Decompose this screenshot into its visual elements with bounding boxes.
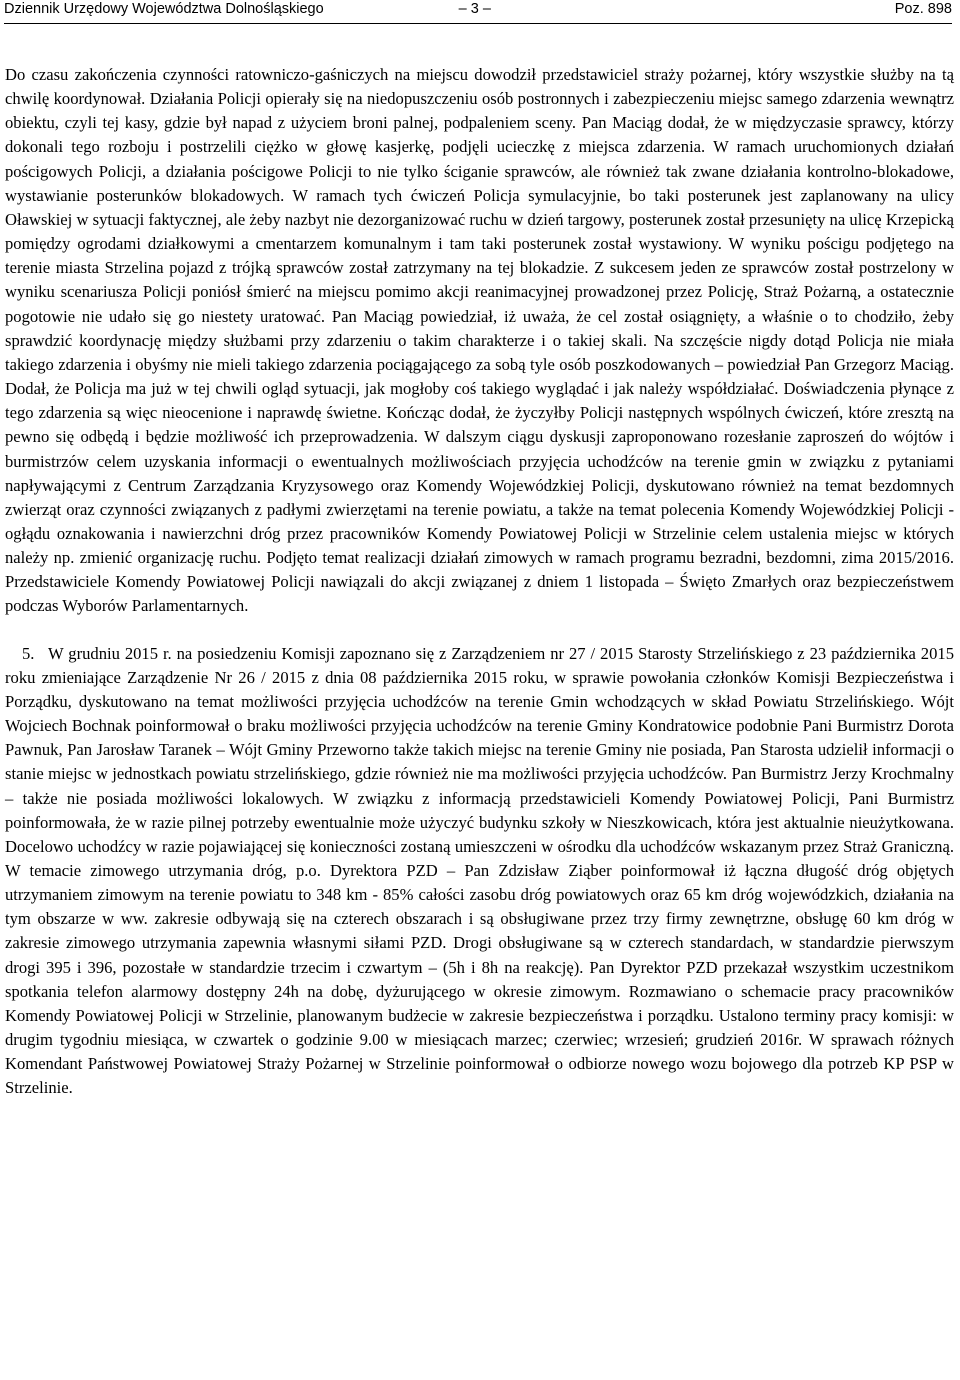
position-number: Poz. 898 [894,1,952,17]
document-body [5,63,954,1101]
item-text: W grudniu 2015 r. na posiedzeniu Komisji zapoznano się z Zarządzeniem nr 27 / 2015 Starosty Strzelińskiego z 23 października 2015 roku zmieniające Zarządzenie Nr 26 / 2015 z dnia 08 października 2015 roku, w sprawie powołania członków Komisji Bezpieczeństwa i Porządku, dyskutowano na temat możliwości przyjęcia uchodźców na terenie Gmin wchodzących w skład Powiatu Strzelińskiego. Wójt Wojciech Bochnak poinformował o braku możliwości przyjęcia uchodźców na terenie Gminy Kondratowice podobnie Pani Burmistrz Dorota Pawnuk, Pan Jarosław Taranek – Wójt Gminy Przeworno także takich miejsc na terenie Gminy nie posiada, Pan Starosta udzielił informacji o stanie miejsc w jednostkach powiatu strzelińskiego, gdzie również nie ma możliwości przyjęcia uchodźców. Pan Burmistrz Jerzy Krochmalny – także nie posiada możliwości lokalowych. W związku z informacją przedstawicieli Komendy Powiatowej Policji, Pani Burmistrz poinformowała, że w razie pilnej potrzeby ewentualnie może użyczyć budynku szkoły w Nieszkowicach, która jest aktualnie nieużytkowana. Docelowo uchodźcy w razie pojawiającej się konieczności zostaną umieszczeni w ośrodku dla uchodźców wskazanym przez Straż Graniczną. W temacie zimowego utrzymania dróg, p.o. Dyrektora PZD – Pan Zdzisław Ziąber poinformował iż łączna długość dróg objętych utrzymaniem zimowym na terenie powiatu to 348 km - 85% całości zasobu dróg powiatowych oraz 65 km dróg wojewódzkich, działania na tym obszarze w ww. zakresie odbywają się na czterech obszarach i są obsługiwane przez trzy firmy zewnętrzne, obsługę 60 km dróg w zakresie zimowego utrzymania zapewnia własnymi siłami PZD. Drogi obsługiwane są w czterech standardach, w standardzie pierwszym drogi 395 i 396, pozostałe w standardzie trzecim i czwartym – (5h i 8h na reakcję). Pan Dyrektor PZD przekazał wszystkim uczestnikom spotkania telefon alarmowy dostępny 24h na dobę, dyżurującego w okresie zimowym. Rozmawiano o schemacie pracy pracowników Komendy Powiatowej Policji w Strzelinie, planowanym budżecie w zakresie bezpieczeństwa i porządku. Ustalono terminy pracy komisji: w drugim tygodniu miesiąca, w czwartek o godzinie 9.00 w miesiącach marzec; czerwiec; wrzesień; grudzień 2016r. W sprawach różnych Komendant Państwowej Powiatowej Straży Pożarnej w Strzelinie poinformował o odbiorze nowego wozu bojowego dla potrzeb KP PSP w Strzelinie. [5,643,954,1098]
numbered-item-5 [5,642,954,1101]
paragraph: Do czasu zakończenia czynności ratowniczo-gaśniczych na miejscu dowodził przedstawiciel straży pożarnej, który wszystkie służby na tą chwilę koordynował. Działania Policji opierały się na niedopuszczeniu osób postronnych i zabezpieczeniu miejsc samego zdarzenia wewnątrz obiektu, czyli tej kasy, gdzie był napad z użyciem broni palnej, podpaleniem sceny. Pan Maciąg dodał, że w międzyczasie sprawcy, którzy dokonali tego rozboju i postrzelili ciężko w głowę kasjerkę, podjęli ucieczkę z miejsca zdarzenia. W ramach uruchomionych działań pościgowych Policji, a działania pościgowe Policji to nie tylko ściganie sprawców, ale również tak zwane działania kontrolno-blokadowe, wystawianie posterunków blokadowych. W ramach tych ćwiczeń Policja symulacyjnie, bo taki posterunek jest zaplanowany na ulicy Oławskiej w sytuacji faktycznej, ale żeby nazbyt nie dezorganizować ruchu w dzień targowy, posterunek został przesunięty na ulicę Krzepicką pomiędzy ogrodami działkowymi a cmentarzem komunalnym i tam taki posterunek został wystawiony. W wyniku pościgu podjętego na terenie miasta Strzelina pojazd z trójką sprawców został zatrzymany na tej blokadzie. Z sukcesem jeden ze sprawców został postrzelony w wyniku scenariusza Policji poniósł śmierć na miejscu pomimo akcji reanimacyjnej prowadzonej przez Policję, Straż Pożarną, a ostatecznie pogotowie nie udało się go niestety uratować. Pan Maciąg powiedział, iż uważa, że cel został osiągnięty, a właśnie o to chodziło, żeby sprawdzić koordynację między służbami przy zdarzeniu o takim charakterze i o takiej skali. Na szczęście nigdy dotąd Policja nie miała takiego zdarzenia i obyśmy nie mieli takiego zdarzenia pociągającego za sobą tyle osób poszkodowanych – powiedział Pan Grzegorz Maciąg. Dodał, że Policja ma już w tej chwili ogląd sytuacji, jak mogłoby coś takiego wyglądać i jak należy współdziałać. Doświadczenia płynące z tego zdarzenia są więc nieocenione i naprawdę świetne. Kończąc dodał, że życzyłby Policji następnych wspólnych ćwiczeń, które zresztą na pewno się odbędą i będzie możliwość ich przeprowadzenia. W dalszym ciągu dyskusji zaproponowano rozesłanie zaproszeń do wójtów i burmistrzów celem uzyskania informacji o ewentualnych możliwościach przyjęcia uchodźców na terenie gmin w związku z pytaniami napływającymi z Centrum Zarządzania Kryzysowego oraz Komendy Wojewódzkiej Policji, dyskutowano również na temat bezdomnych zwierząt oraz czynności związanych z padłymi zwierzętami na terenie powiatu, a także na temat polecenia Komendy Wojewódzkiej Policji -ogłądu oznakowania i nawierzchni dróg przez pracowników Komendy Powiatowej Policji w Strzelinie celem ustalenia miejsc w których należy np. zmienić organizację ruchu. Podjęto temat realizacji działań zimowych w ramach programu bezradni, bezdomni, zima 2015/2016. Przedstawiciele Komendy Powiatowej Policji nawiązali do akcji związanej z dniem 1 listopada – Święto Zmarłych oraz bezpieczeństwem podczas Wyborów Parlamentarnych. [5,65,954,616]
page-header [4,0,952,24]
item-number: 5. [22,643,35,663]
journal-title: Dziennik Urzędowy Województwa Dolnośląskiego [4,1,324,17]
page-number: – 3 – [458,1,491,17]
